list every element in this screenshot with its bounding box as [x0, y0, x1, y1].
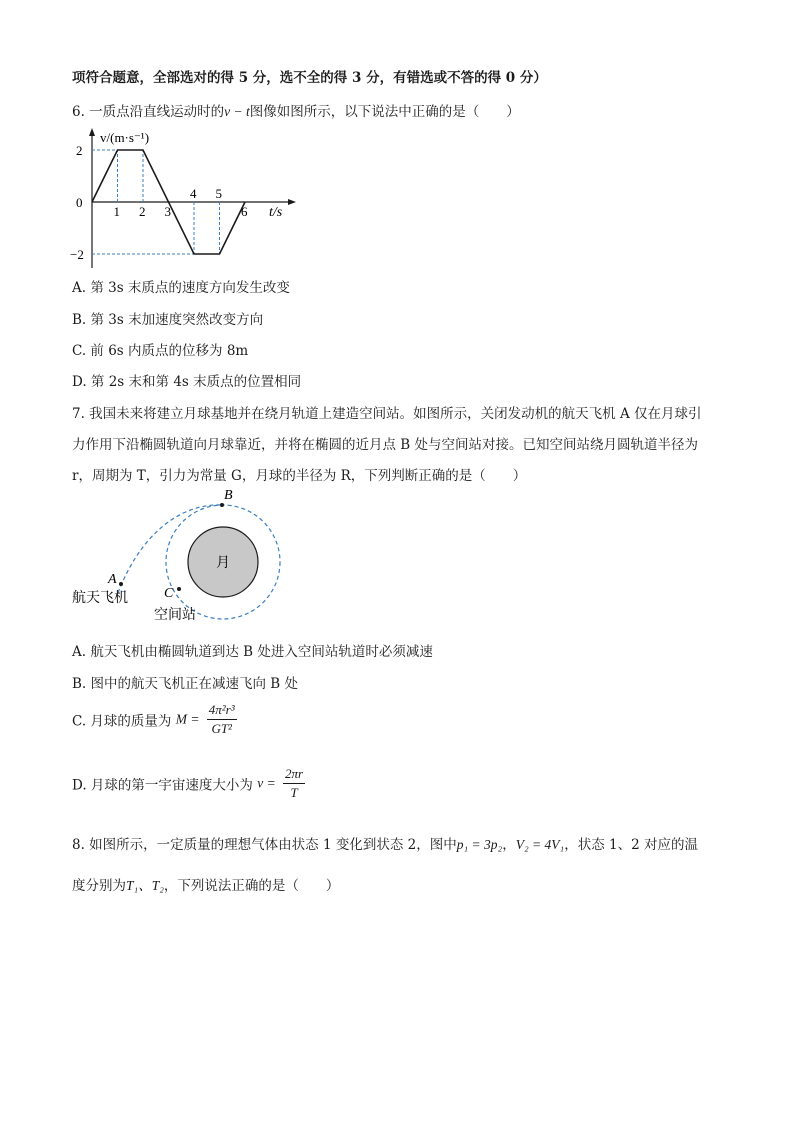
y-tick-label-1: 0	[76, 195, 83, 210]
q8-eq2: V₂ = 4V₁	[515, 837, 565, 852]
q7-option-d-denominator: T	[290, 785, 298, 800]
q7-option-c-lhs: M =	[175, 711, 200, 727]
q7-option-d-fraction	[283, 766, 305, 801]
q7-option-d[interactable]	[72, 766, 305, 801]
section-instruction: 项符合题意，全部选对的得 5 分，选不全的得 3 分，有错选或不答的得 0 分）	[72, 70, 547, 86]
q6-stem-post: 图像如图所示，以下说法中正确的是（ ）	[249, 104, 520, 120]
q8-stem-pre: 8. 如图所示，一定质量的理想气体由状态 1 变化到状态 2，图中	[72, 837, 457, 853]
q6-stem	[72, 100, 520, 120]
x-tick-label-6: 6	[241, 204, 248, 219]
q7-option-d-lhs: v =	[257, 775, 276, 791]
x-axis-label: t/s	[269, 205, 283, 220]
point-a-label: A	[108, 572, 117, 587]
point-b-dot	[220, 503, 224, 507]
x-tick-label-3: 3	[164, 204, 171, 219]
q8-line2-post: ，下列说法正确的是（ ）	[163, 878, 340, 894]
q7-orbit-figure	[70, 485, 310, 630]
q6-option-d[interactable]: D. 第 2s 末和第 4s 末质点的位置相同	[72, 374, 302, 390]
q7-option-c-numerator: 4π²r³	[207, 702, 237, 720]
point-a-dot	[119, 582, 123, 586]
q8-stem-line-2	[72, 874, 339, 894]
q6-option-b[interactable]: B. 第 3s 末加速度突然改变方向	[72, 312, 264, 328]
shuttle-label: 航天飞机	[72, 591, 128, 606]
q6-stem-pre: 6. 一质点沿直线运动时的	[72, 104, 225, 120]
q8-temps: T₁、T₂	[126, 878, 164, 893]
y-tick-label-0: 2	[76, 143, 83, 158]
q7-stem-line-3: r，周期为 T，引力为常量 G，月球的半径为 R，下列判断正确的是（ ）	[72, 468, 527, 484]
q7-option-c[interactable]	[72, 702, 237, 737]
y-tick-label-2: −2	[70, 247, 84, 262]
q6-option-c[interactable]: C. 前 6s 内质点的位移为 8m	[72, 343, 249, 359]
y-axis-label: v/(m·s⁻¹)	[100, 130, 150, 145]
x-tick-label-4: 4	[190, 186, 197, 201]
q6-stem-math: v − t	[224, 104, 250, 119]
moon-label: 月	[216, 556, 230, 571]
q6-vt-graph	[70, 122, 300, 270]
q6-option-a[interactable]: A. 第 3s 末质点的速度方向发生改变	[72, 280, 290, 296]
q7-stem-line-1: 7. 我国未来将建立月球基地并在绕月轨道上建造空间站。如图所示，关闭发动机的航天飞机 A 仅在月球引	[72, 406, 702, 422]
q7-option-a[interactable]: A. 航天飞机由椭圆轨道到达 B 处进入空间站轨道时必须减速	[72, 644, 433, 660]
q8-sep: ，	[502, 837, 516, 853]
q7-option-c-fraction	[207, 702, 237, 737]
y-axis-arrow	[89, 128, 95, 136]
point-b-label: B	[224, 488, 233, 503]
x-axis-arrow	[288, 199, 296, 205]
q8-eq1: p₁ = 3p₂	[456, 837, 503, 852]
q7-option-b[interactable]: B. 图中的航天飞机正在减速飞向 B 处	[72, 676, 299, 692]
station-label: 空间站	[154, 608, 196, 623]
q7-stem-line-2: 力作用下沿椭圆轨道向月球靠近，并将在椭圆的近月点 B 处与空间站对接。已知空间站绕月圆轨道半径为	[72, 437, 699, 453]
x-tick-label-5: 5	[215, 186, 222, 201]
q8-stem-line-1	[72, 833, 698, 853]
q7-option-d-numerator: 2πr	[283, 766, 305, 784]
point-c-label: C	[164, 586, 174, 601]
x-tick-label-1: 1	[113, 204, 120, 219]
x-tick-label-2: 2	[139, 204, 146, 219]
q8-stem-mid: ，状态 1、2 对应的温	[564, 837, 698, 853]
q8-line2-pre: 度分别为	[72, 878, 126, 894]
q7-option-c-denominator: GT²	[211, 721, 232, 736]
q7-option-d-text: D. 月球的第一宇宙速度大小为	[72, 777, 253, 794]
q7-option-c-text: C. 月球的质量为	[72, 713, 172, 730]
point-c-dot	[177, 587, 181, 591]
